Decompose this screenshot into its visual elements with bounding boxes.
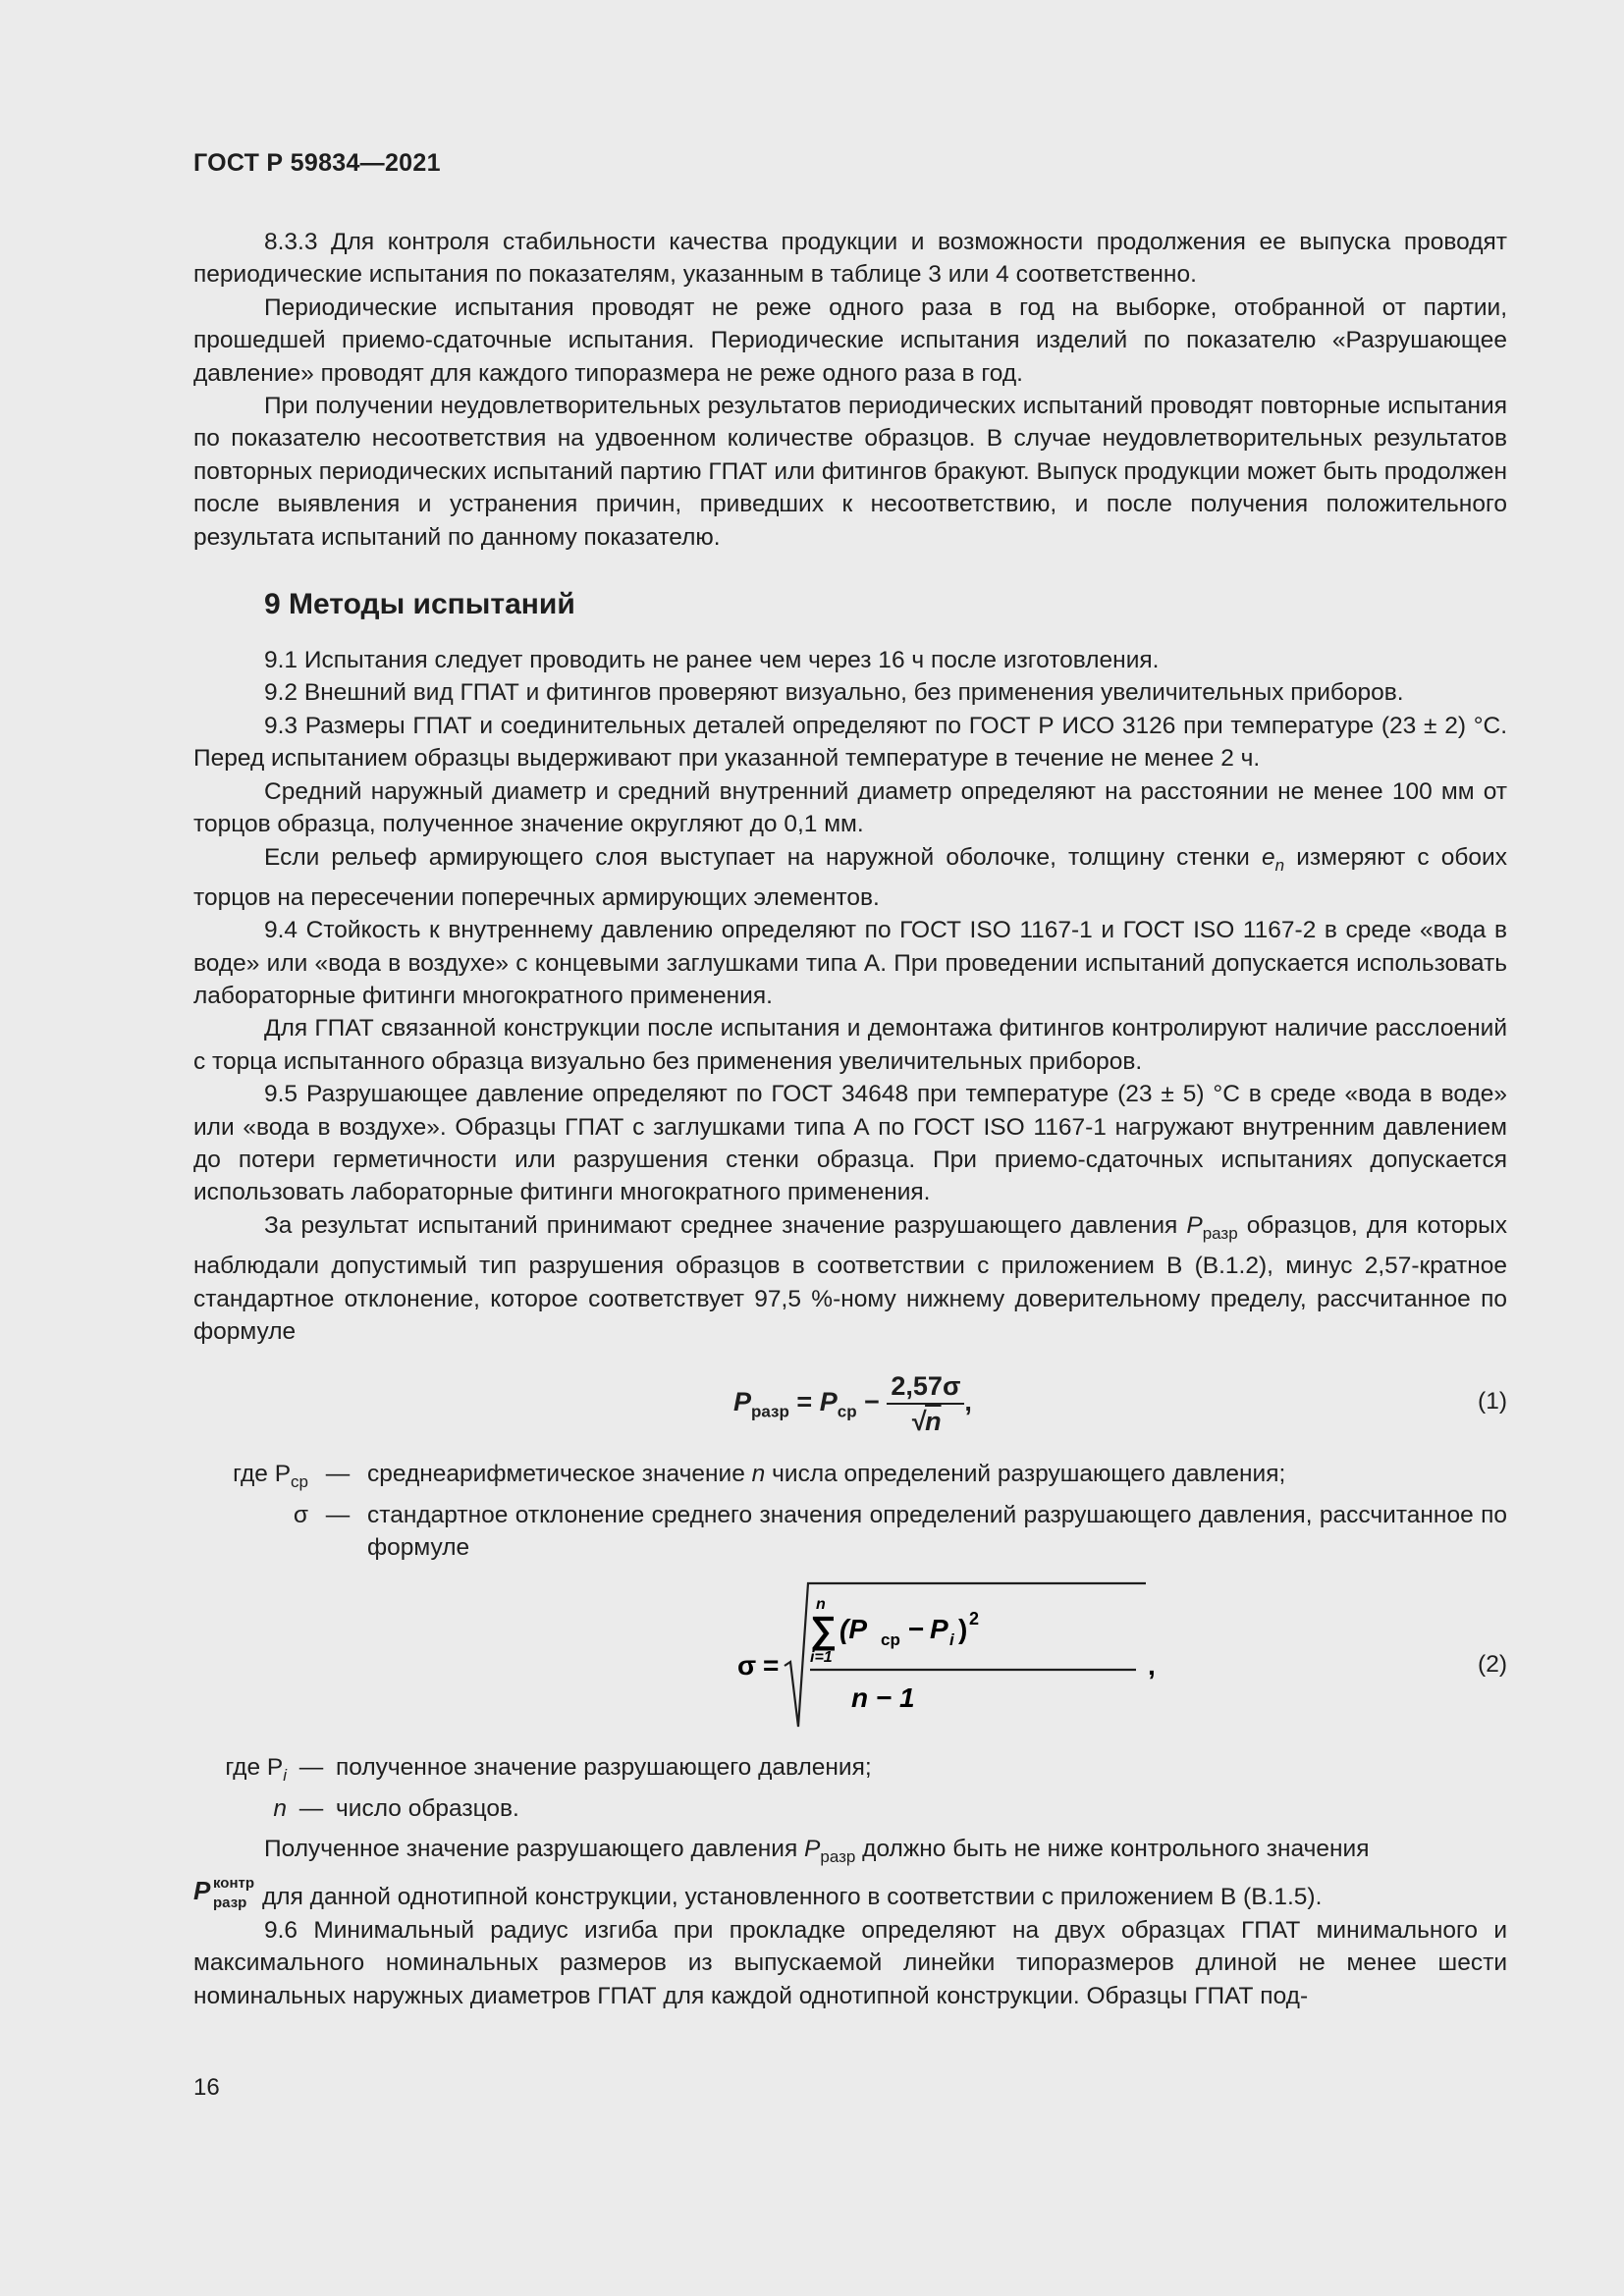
formula-1-lhs: P xyxy=(733,1387,752,1417)
formula-2-sum-sign: ∑ xyxy=(810,1610,838,1652)
where-item-sigma xyxy=(193,1499,1507,1565)
paragraph-9-1: 9.1 Испытания следует проводить не ранее чем через 16 ч после изготовления. xyxy=(264,647,1160,674)
formula-1-fraction xyxy=(887,1369,964,1438)
paragraph-periodic-tests: Периодические испытания проводят не реже одного раза в год на выборке, отобранной от партии, прошедшей приемо-сдаточные испытания. Периодические испытания изделий по показателю «Разрушающее давление» проводят для каждого типоразмера не реже одного раза в год. xyxy=(193,294,1507,387)
obtained-text-b: должно быть не ниже контрольного значения xyxy=(862,1836,1370,1863)
where-desc-b: числа определений разрушающего давления; xyxy=(772,1461,1286,1488)
formula-2-pi: P xyxy=(930,1614,948,1645)
formula-2-close: ) xyxy=(958,1614,968,1645)
paragraph-9-4: 9.4 Стойкость к внутреннему давлению определяют по ГОСТ ISO 1167-1 и ГОСТ ISO 1167-2 в среде «вода в воде» или «вода в воздухе» с концевыми заглушками типа А. При проведении испытаний допускается использовать лабораторные фитинги многократного применения. xyxy=(193,917,1507,1010)
where-symbol-sub: ср xyxy=(291,1472,308,1492)
document-header: ГОСТ Р 59834—2021 xyxy=(193,149,441,177)
where-item-pi xyxy=(193,1751,1507,1791)
where-description xyxy=(367,1458,1507,1490)
where-dash: — xyxy=(298,1754,324,1782)
control-symbol-base: P xyxy=(193,1876,211,1906)
where-description: полученное значение разрушающего давления; xyxy=(336,1754,872,1782)
formula-1 xyxy=(193,1360,1507,1444)
paragraph-obtained-value xyxy=(193,1833,1507,1873)
formula-1-den-n: n xyxy=(925,1407,942,1437)
where-list-2 xyxy=(193,1751,1507,1825)
formula-1-number: (1) xyxy=(1478,1388,1507,1415)
formula-2-square: 2 xyxy=(969,1609,980,1629)
formula-2-comma: , xyxy=(1148,1650,1156,1682)
where-dash: — xyxy=(325,1501,351,1528)
where-symbol-text: где P xyxy=(233,1461,292,1488)
relief-text-a: Если рельеф армирующего слоя выступает на наружной оболочке, толщину стенки xyxy=(264,843,1250,871)
where-dash: — xyxy=(325,1461,351,1488)
obtained-text-a: Полученное значение разрушающего давления xyxy=(264,1836,798,1863)
control-symbol-sub: разр xyxy=(213,1895,247,1912)
formula-1-equals: = xyxy=(796,1387,813,1417)
formula-1-comma: , xyxy=(964,1387,972,1417)
paragraph-diameter: Средний наружный диаметр и средний внутренний диаметр определяют на расстоянии не менее 100 мм от торцов образца, полученное значение округляют до 0,1 мм. xyxy=(193,777,1507,838)
formula-1-p-sub: ср xyxy=(837,1402,857,1421)
where-dash: — xyxy=(298,1794,324,1822)
formula-2-equals: = xyxy=(763,1650,780,1682)
paragraph-repeat-tests: При получении неудовлетворительных результатов периодических испытаний проводят повторные испытания по показателю несоответствия на удвоенном количестве образцов. В случае неудовлетворительных результатов повторных периодических испытаний партию ГПАТ или фитингов бракуют. Выпуск продукции может быть продолжен после выявления и устранения причин, приведших к несоответствию, и после получения положительного результата испытаний по данному показателю. xyxy=(193,393,1507,551)
paragraph-9-3: 9.3 Размеры ГПАТ и соединительных деталей определяют по ГОСТ Р ИСО 3126 при температуре (23 ± 2) °С. Перед испытанием образцы выдерживают при указанной температуре в течение не менее 2 ч. xyxy=(193,712,1507,773)
page-content xyxy=(193,226,1507,2012)
where-symbol-text: где P xyxy=(225,1754,284,1782)
paragraph-8-3-3: 8.3.3 Для контроля стабильности качества продукции и возможности продолжения ее выпуска проводят периодические испытания по показателям, указанным в таблице 3 или 4 соответственно. xyxy=(193,229,1507,289)
formula-2-number: (2) xyxy=(1478,1651,1507,1679)
formula-1-denominator: √n xyxy=(910,1407,942,1437)
paragraph-9-5: 9.5 Разрушающее давление определяют по ГОСТ 34648 при температуре (23 ± 5) °С в среде «вода в воде» или «вода в воздухе». Образцы ГПАТ с заглушками типа А по ГОСТ ISO 1167-1 нагружают внутренним давлением до потери герметичности или разрушения стенки образца. При приемо-сдаточных испытаниях допускается использовать лабораторные фитинги многократного применения. xyxy=(193,1081,1507,1206)
page-number: 16 xyxy=(193,2074,220,2101)
paragraph-control-value xyxy=(193,1875,1507,1913)
where-description: стандартное отклонение среднего значения определений разрушающего давления, рассчитанное по формуле xyxy=(367,1501,1507,1562)
formula-1-p: P xyxy=(819,1387,838,1417)
burst-pressure-symbol: P xyxy=(1186,1211,1203,1239)
formula-1-lhs-sub: разр xyxy=(751,1402,789,1421)
where-symbol-text: σ xyxy=(293,1501,308,1528)
where-symbol xyxy=(193,1499,308,1531)
control-symbol-sup: контр xyxy=(213,1875,255,1893)
formula-2-sum-bottom: i=1 xyxy=(810,1649,833,1667)
obtained-subscript: разр xyxy=(820,1847,856,1867)
formula-2-expression xyxy=(733,1579,1165,1741)
where-desc-a: среднеарифметическое значение xyxy=(367,1461,745,1488)
where-symbol xyxy=(193,1792,287,1825)
where-symbol-sub: i xyxy=(283,1766,287,1786)
where-symbol-text: n xyxy=(273,1794,287,1822)
control-text: для данной однотипной конструкции, установленного в соответствии с приложением В (В.1.5). xyxy=(262,1884,1323,1911)
formula-2-sigma: σ xyxy=(737,1650,757,1682)
formula-2 xyxy=(193,1579,1507,1741)
control-pressure-symbol xyxy=(193,1875,262,1912)
section-9-title: 9 Методы испытаний xyxy=(264,588,575,621)
where-list-1 xyxy=(193,1458,1507,1564)
where-desc-sym: n xyxy=(751,1461,766,1488)
relief-text-b: измеряют с обоих торцов на пересечении поперечных армирующих элементов. xyxy=(193,843,1507,911)
formula-2-sum-top: n xyxy=(816,1596,826,1614)
where-item-mean xyxy=(193,1458,1507,1498)
formula-2-term-sub: ср xyxy=(881,1630,900,1650)
formula-1-expression xyxy=(733,1360,972,1454)
result-text-b: образцов, для которых наблюдали допустимый тип разрушения образцов в соответствии с приложением В (В.1.2), минус 2,57-кратное стандартное отклонение, которое соответствует 97,5 %-ному нижнему доверительному пределу, рассчитанное по формуле xyxy=(193,1211,1508,1345)
paragraph-9-2: 9.2 Внешний вид ГПАТ и фитингов проверяют визуально, без применения увеличительных приборов. xyxy=(264,679,1404,707)
where-symbol xyxy=(193,1751,287,1791)
formula-2-radical xyxy=(785,1583,1146,1727)
formula-2-minus: − xyxy=(908,1614,925,1645)
where-symbol xyxy=(193,1458,308,1498)
formula-2-term-open: (P xyxy=(839,1614,867,1645)
where-description: число образцов. xyxy=(336,1794,519,1822)
wall-thickness-subscript: n xyxy=(1274,855,1285,875)
formula-2-denominator: n − 1 xyxy=(851,1682,915,1714)
where-item-n xyxy=(193,1792,1507,1825)
burst-pressure-subscript: разр xyxy=(1202,1223,1238,1243)
wall-thickness-symbol: e xyxy=(1262,843,1275,871)
formula-1-minus: − xyxy=(864,1387,880,1417)
paragraph-9-6: 9.6 Минимальный радиус изгиба при прокладке определяют на двух образцах ГПАТ минимального и максимального номинальных размеров из выпускаемой линейки типоразмеров длиной не менее шести номинальных наружных диаметров ГПАТ для каждой однотипной конструкции. Образцы ГПАТ под- xyxy=(193,1916,1507,2009)
formula-1-numerator: 2,57σ xyxy=(887,1369,964,1405)
result-text-a: За результат испытаний принимают среднее значение разрушающего давления xyxy=(264,1211,1178,1239)
paragraph-bonded: Для ГПАТ связанной конструкции после испытания и демонтажа фитингов контролируют наличие расслоений с торца испытанного образца визуально без применения увеличительных приборов. xyxy=(193,1015,1507,1075)
formula-2-pi-sub: i xyxy=(949,1630,954,1650)
paragraph-result xyxy=(193,1209,1507,1349)
paragraph-relief xyxy=(193,841,1507,915)
obtained-symbol: P xyxy=(804,1836,821,1863)
